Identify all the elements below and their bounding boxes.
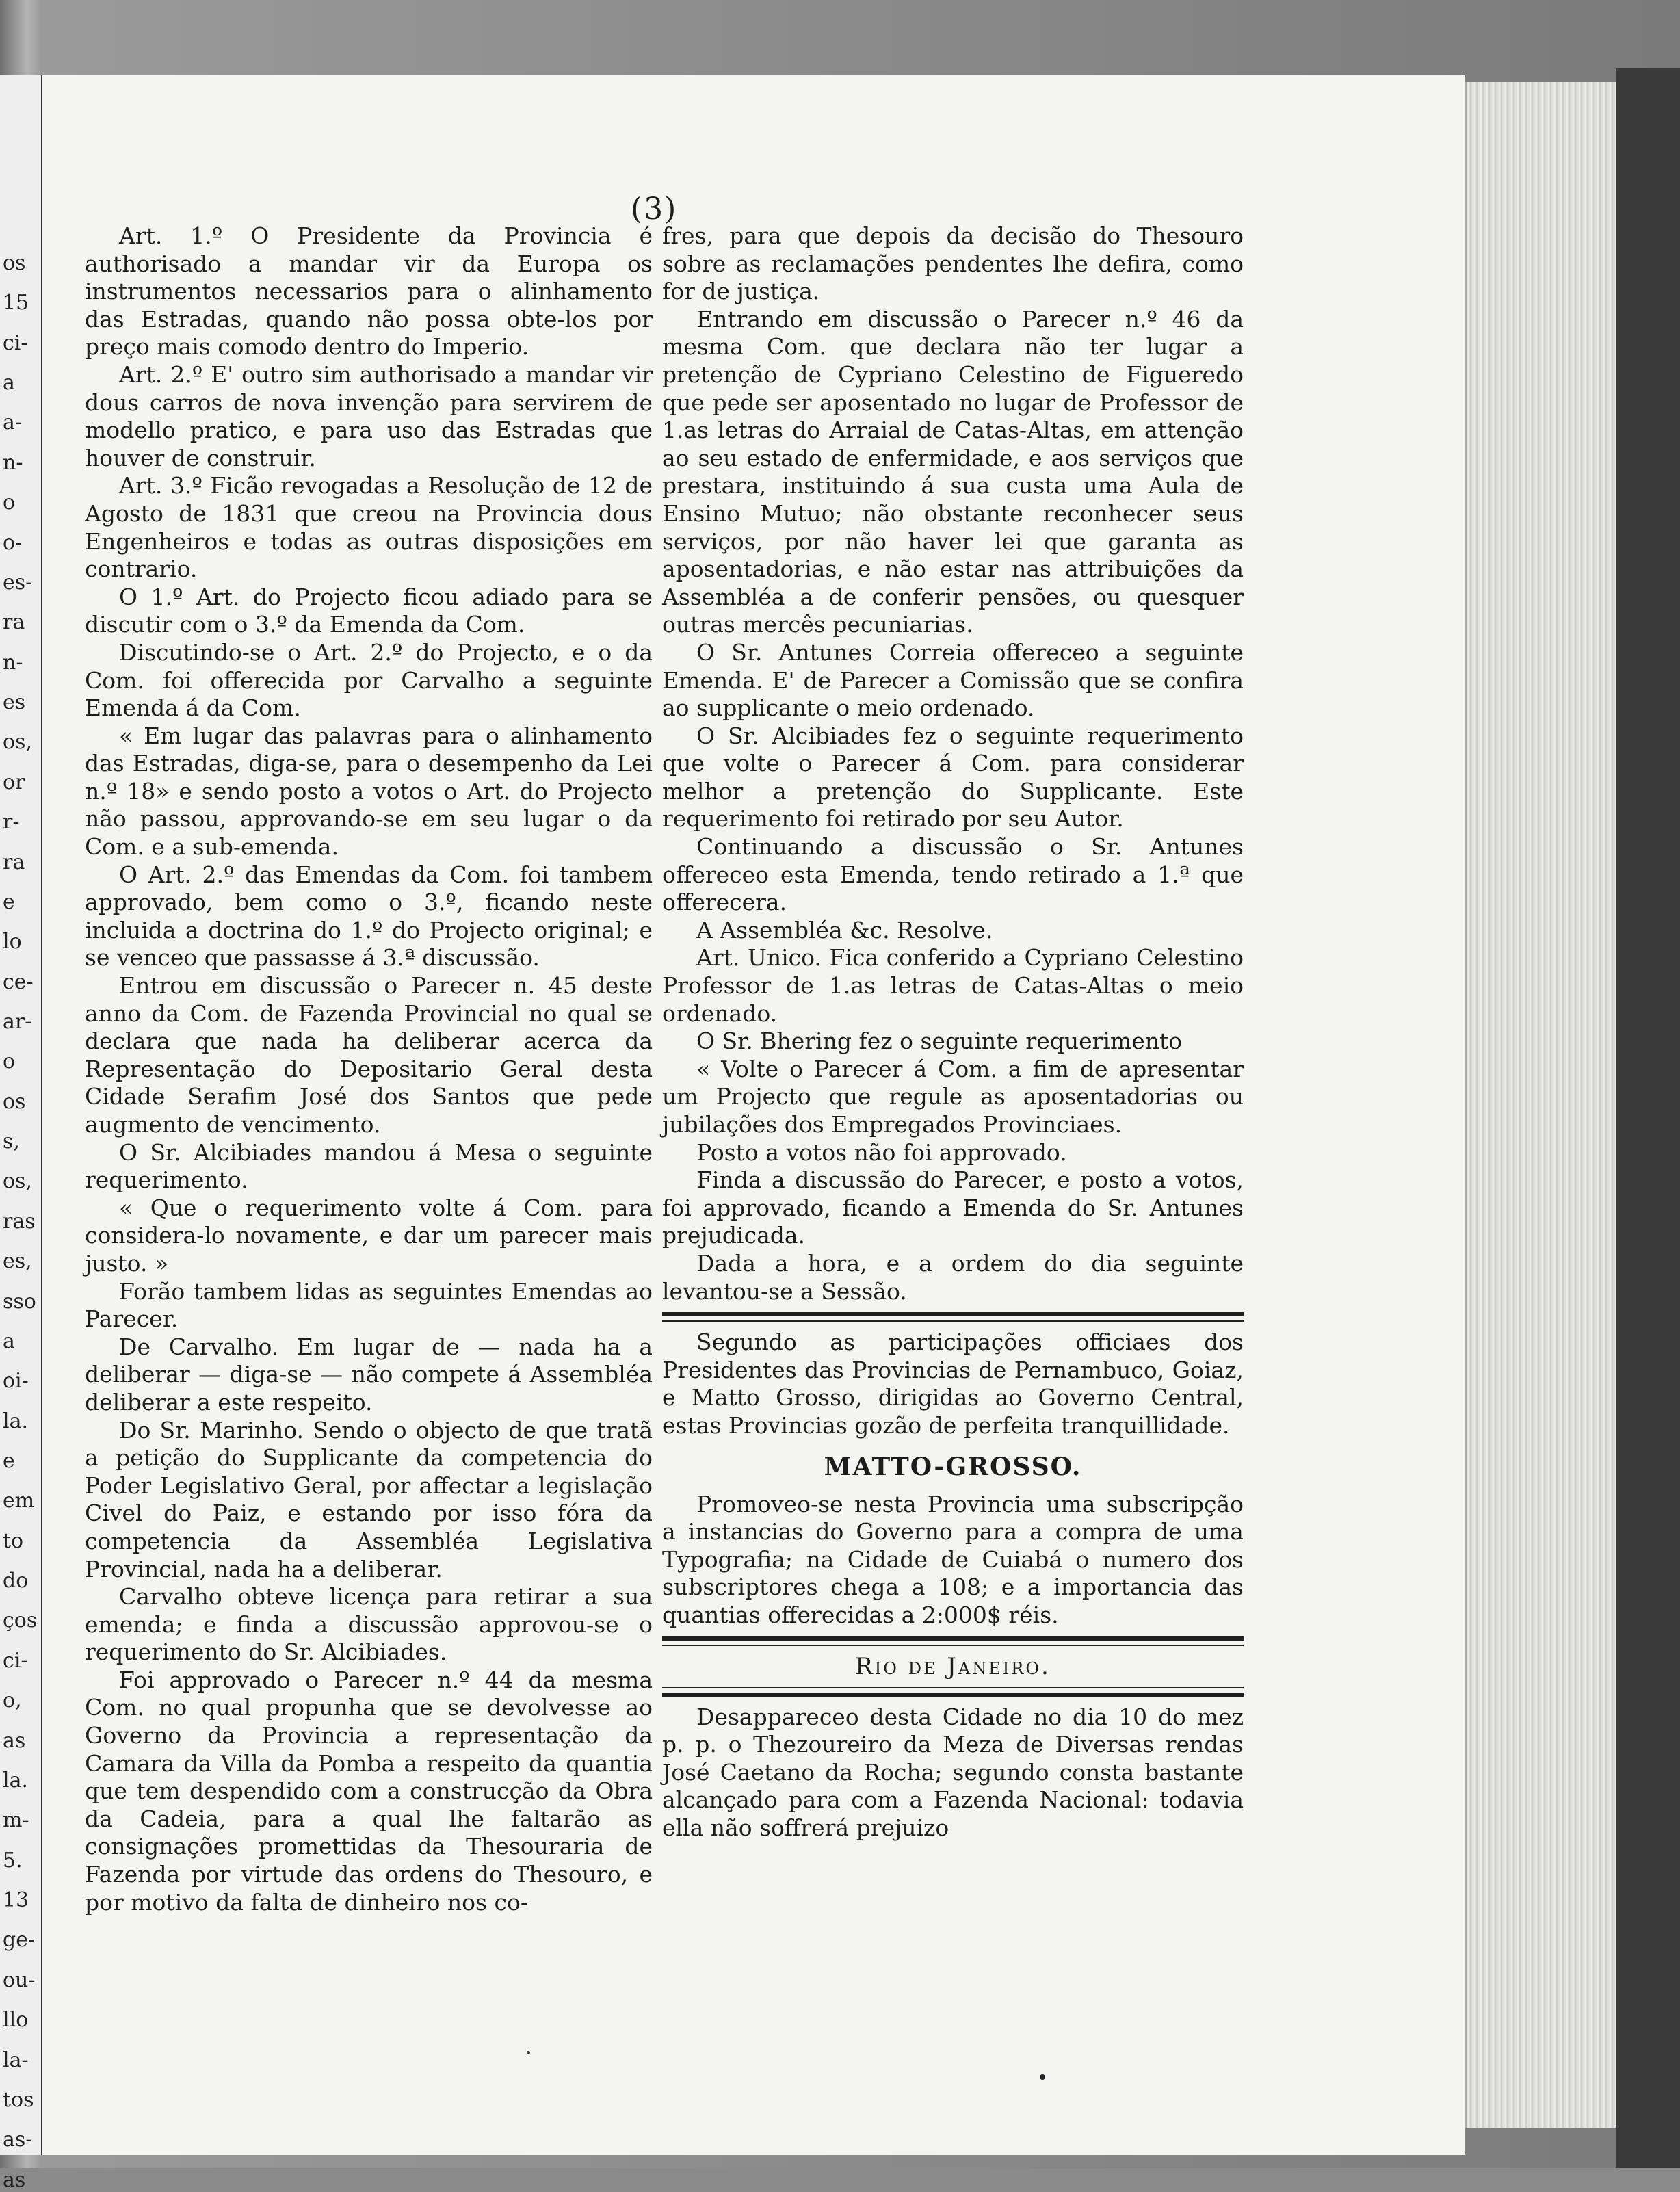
margin-fragment: ci- [3,330,28,355]
margin-fragment: to [3,1528,24,1553]
margin-fragment: ra [3,610,25,635]
paragraph: Entrou em discussão o Parecer n. 45 deste anno da Com. de Fazenda Provincial no qual se declara que nada ha deliberar acerca da Representação do Depositario Geral desta Cidade Serafim José dos Santos que pede augmento de vencimento. [85,972,653,1138]
paragraph: Promoveo-se nesta Provincia uma subscripção a instancias do Governo para a compra de uma Typografia; na Cidade de Cuiabá o numero dos subscriptores chega a 108; e a importancia das quantias offerecidas a 2:000$ réis. [662,1490,1244,1628]
margin-fragment: ços [3,1608,38,1633]
divider-line [662,1312,1244,1316]
margin-fragment: a [3,1329,15,1353]
margin-fragment: es [3,690,26,715]
book-cover-edge [1616,68,1680,2168]
margin-fragment: 13 [3,1888,29,1913]
margin-fragment: o [3,1049,16,1074]
notice-paragraph: Segundo as participações officiaes dos Presidentes das Provincias de Pernambuco, Goiaz, e Matto Grosso, dirigidas ao Governo Central, estas Provincias gozão de perfeita tranquillidade. [662,1329,1244,1439]
margin-fragment: e [3,889,15,914]
margin-fragment: do [3,1569,29,1593]
margin-fragment: 5. [3,1848,23,1873]
divider-line [662,1687,1244,1688]
paragraph: Desappareceo desta Cidade no dia 10 do mez p. p. o Thezoureiro da Meza de Diversas rendas José Caetano da Rocha; segundo consta bastante alcançado para com a Fazenda Nacional: todavia ella não soffrerá prejuizo [662,1703,1244,1841]
section-divider [662,1636,1244,1646]
margin-fragment: tos [3,2087,34,2112]
paragraph: Art. 2.º E' outro sim authorisado a mandar vir dous carros de nova invenção para servirem de modello pratico, e para uso das Estradas que houver de construir. [85,361,653,471]
margin-fragment: ge- [3,1928,36,1953]
divider-line [662,1645,1244,1646]
left-column [85,222,653,1916]
margin-fragment: em [3,1489,35,1513]
divider-line [662,1320,1244,1322]
paragraph: fres, para que depois da decisão do Thesouro sobre as reclamações pendentes lhe defira, como for de justiça. [662,222,1244,305]
paragraph: Forão tambem lidas as seguintes Emendas ao Parecer. [85,1277,653,1333]
paragraph: O Art. 2.º das Emendas da Com. foi tambem approvado, bem como o 3.º, ficando neste incluida a doctrina do 1.º do Projecto original; e se venceo que passasse á 3.ª discussão. [85,861,653,971]
ink-speck [1040,2074,1045,2080]
margin-fragment: n- [3,650,23,675]
margin-fragment: or [3,770,25,794]
margin-fragment: a [3,371,15,395]
paragraph: Foi approvado o Parecer n.º 44 da mesma Com. no qual propunha que se devolvesse ao Governo da Provincia a representação da Camara da Villa da Pomba a respeito da quantia que tem despendido com a construcção da Obra da Cadeia, para a qual lhe faltarão as consignações promettidas da Thesouraria de Fazenda por virtude das ordens do Thesouro, e por motivo da falta de dinheiro nos co- [85,1666,653,1916]
margin-fragment: os [3,1089,26,1114]
margin-fragment: as [3,1728,26,1753]
margin-fragment: ra [3,850,25,874]
paragraph: Dada a hora, e a ordem do dia seguinte levantou-se a Sessão. [662,1249,1244,1305]
margin-fragment: o- [3,530,23,555]
margin-fragment: oi- [3,1369,29,1394]
book-page-edges [1465,82,1617,2128]
margin-fragment: n- [3,450,23,475]
margin-fragment: r- [3,810,20,835]
margin-fragment: la. [3,1768,29,1792]
margin-fragment: la. [3,1409,29,1433]
margin-fragment: 15 [3,291,29,315]
margin-fragment: os, [3,1169,32,1194]
paragraph: O Sr. Bhering fez o seguinte requerimento [696,1028,1183,1055]
paragraph: O Sr. Alcibiades fez o seguinte requerimento que volte o Parecer á Com. para considerar melhor a pretenção do Supplicante. Este requerimento foi retirado por seu Autor. [662,722,1244,833]
divider-line [662,1693,1244,1697]
margin-fragment: es- [3,570,33,595]
margin-fragment: ar- [3,1009,32,1034]
section-heading-rio-de-janeiro: Rio de Janeiro. [855,1652,1051,1680]
margin-fragment: llo [3,2008,29,2033]
margin-fragment: os, [3,730,32,755]
margin-fragment: as- [3,2128,33,2152]
section-divider [662,1312,1244,1322]
paragraph: O Sr. Alcibiades mandou á Mesa o seguinte requerimento. [85,1138,653,1194]
paragraph: « Em lugar das palavras para o alinhamento das Estradas, diga-se, para o desempenho da Lei n.º 18» e sendo posto a votos o Art. do Projecto não passou, approvando-se em seu lugar o da Com. e a sub-emenda. [85,722,653,861]
paragraph: Posto a votos não foi approvado. [696,1138,1067,1166]
section-heading-matto-grosso: MATTO-GROSSO. [824,1452,1082,1481]
paragraph: Art. Unico. Fica conferido a Cypriano Celestino Professor de 1.as letras de Catas-Altas o meio ordenado. [662,944,1244,1027]
paragraph: O 1.º Art. do Projecto ficou adiado para se discutir com o 3.º da Emenda da Com. [85,583,653,638]
margin-fragment: ci- [3,1648,28,1673]
margin-fragment: o [3,491,16,515]
margin-fragment: ce- [3,969,34,994]
margin-fragment: as [3,2167,26,2192]
paragraph: Carvalho obteve licença para retirar a sua emenda; e finda a discussão approvou-se o requerimento do Sr. Alcibiades. [85,1583,653,1666]
divider-line [662,1636,1244,1641]
paragraph: Finda a discussão do Parecer, e posto a votos, foi approvado, ficando a Emenda do Sr. Antunes prejudicada. [662,1166,1244,1249]
paragraph: Continuando a discussão o Sr. Antunes offereceo esta Emenda, tendo retirado a 1.ª que offerecera. [662,833,1244,916]
paragraph: A Assembléa &c. Resolve. [696,916,993,943]
paragraph: Art. 3.º Ficão revogadas a Resolução de 12 de Agosto de 1831 que creou na Provincia dous Engenheiros e todas as outras disposições em contrario. [85,472,653,583]
margin-fragment: m- [3,1808,29,1833]
adjacent-page-strip [0,75,43,2192]
paragraph: Art. 1.º O Presidente da Provincia é authorisado a mandar vir da Europa os instrumentos necessarios para o alinhamento das Estradas, quando não possa obte-los por preço mais comodo dentro do Imperio. [85,222,653,361]
margin-fragment: es, [3,1249,32,1274]
paragraph: Do Sr. Marinho. Sendo o objecto de que tratã a petição do Supplicante da competencia do Poder Legislativo Geral, por affectar a legislação Civel do Paiz, e estando por isso fóra da competencia da Assembléa Legislativa Provincial, nada ha a deliberar. [85,1416,653,1582]
ink-speck [527,2051,530,2054]
paragraph: « Que o requerimento volte á Com. para considera-lo novamente, e dar um parecer mais justo. » [85,1194,653,1277]
paragraph: Entrando em discussão o Parecer n.º 46 da mesma Com. que declara não ter lugar a pretenção de Cypriano Celestino de Figueredo que pede ser aposentado no lugar de Professor de 1.as letras do Arraial de Catas-Altas, em attenção ao seu estado de enfermidade, e aos serviços que prestara, instituindo á sua custa uma Aula de Ensino Mutuo; não obstante reconhecer seus serviços, por não haver lei que garanta as aposentadorias, e não estar nas attribuições da Assembléa a de conferir pensões, ou quesquer outras mercês pecuniarias. [662,305,1244,638]
margin-fragment: e [3,1449,15,1474]
margin-fragment: lo [3,930,22,954]
margin-fragment: os [3,251,26,275]
page-number: (3) [631,192,678,226]
margin-fragment: ou- [3,1968,36,1992]
margin-fragment: ras [3,1209,36,1234]
margin-fragment: o, [3,1688,22,1713]
paragraph: De Carvalho. Em lugar de — nada ha a deliberar — diga-se — não compete á Assembléa deliberar a este respeito. [85,1333,653,1415]
paragraph: O Sr. Antunes Correia offereceo a seguinte Emenda. E' de Parecer a Comissão que se confira ao supplicante o meio ordenado. [662,638,1244,722]
paragraph: « Volte o Parecer á Com. a fim de apresentar um Projecto que regule as aposentadorias ou jubilações dos Empregados Provinciaes. [662,1055,1244,1138]
margin-fragment: la- [3,2048,29,2072]
right-column [662,222,1244,1842]
section-divider [662,1687,1244,1697]
margin-fragment: sso [3,1289,36,1314]
margin-fragment: a- [3,410,23,435]
paragraph: Discutindo-se o Art. 2.º do Projecto, e o da Com. foi offerecida por Carvalho a seguinte Emenda á da Com. [85,638,653,722]
margin-fragment: s, [3,1130,20,1154]
